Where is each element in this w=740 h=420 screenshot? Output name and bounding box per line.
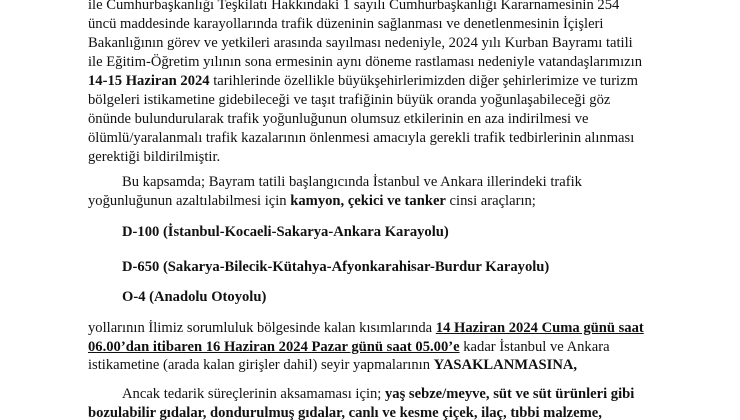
road-o4: O-4 (Anadolu Otoyolu): [122, 289, 267, 305]
p3-start-date: 14 Haziran 2024 Cuma günü saat: [435, 320, 644, 336]
p3-line-1: [88, 319, 644, 337]
p1-line-8: ölümlü/yaralanmalı trafik kazalarının önlenmesi amacıyla gerekli trafik tedbirlerinin alınması: [88, 130, 635, 146]
p1-dates: 14-15 Haziran 2024: [88, 73, 210, 89]
p1-line-3: Bakanlığının görev ve yetkileri arasında sayılması nedeniyle, 2024 yılı Kurban Bayramı tatili: [88, 35, 633, 51]
p3-end-date: 06.00’dan itibaren 16 Haziran 2024 Pazar günü saat 05.00’e: [88, 339, 460, 355]
p1-line-2: üncü maddesinde karayollarında trafik düzeninin sağlanması ve denetlenmesinin İçişleri: [88, 16, 604, 32]
p3-pre: yollarının İlimiz sorumluluk bölgesinde kalan kısımlarında: [88, 320, 436, 336]
p2-line-1: Bu kapsamda; Bayram tatili başlangıcında İstanbul ve Ankara illerindeki trafik: [122, 174, 582, 190]
p2-post: cinsi araçların;: [445, 193, 536, 209]
p3-ban: YASAKLANMASINA,: [433, 357, 578, 373]
p2-pre: yoğunluğunun azaltılabilmesi için: [88, 193, 291, 209]
p1-line-1: ile Cumhurbaşkanlığı Teşkilatı Hakkındaki 1 sayılı Cumhurbaşkanlığı Kararnamesinin 254: [88, 0, 620, 13]
p1-line-7: önünde bulundurularak trafik yoğunluğunun olumsuz etkilerinin en aza indirilmesi ve: [88, 111, 589, 127]
p4-line-1: [122, 385, 634, 403]
p1-dates-rest: tarihlerinde özellikle büyükşehirlerimizden diğer şehirlerimize ve turizm: [209, 73, 638, 89]
p2-vehicles: kamyon, çekici ve tanker: [290, 193, 446, 209]
p2-line-2: [88, 192, 536, 210]
p4-line-2: bozulabilir gıdalar, dondurulmuş gıdalar, canlı ve kesme çiçek, ilaç, tıbbi malzeme,: [88, 405, 602, 420]
p4-pre: Ancak tedarik süreçlerinin aksamaması için;: [122, 386, 385, 402]
p4-goods-1: yaş sebze/meyve, süt ve süt ürünleri gibi: [385, 386, 635, 402]
road-d650: D-650 (Sakarya-Bilecik-Kütahya-Afyonkarahisar-Burdur Karayolu): [122, 259, 550, 275]
p1-line-9: gerektiği bildirilmiştir.: [88, 149, 221, 165]
p1-line-6: bölgeleri istikametine gidebileceği ve taşıt trafiğinin büyük oranda yoğunlaşabileceği göz: [88, 92, 611, 108]
road-d100: D-100 (İstanbul-Kocaeli-Sakarya-Ankara Karayolu): [122, 224, 449, 240]
p1-line-4: ile Eğitim-Öğretim yılının sona ermesinin aynı döneme rastlaması nedeniyle vatandaşlarımızın: [88, 54, 643, 70]
p3-line-3: [88, 356, 577, 374]
p3-line3-pre: istikametine (arada kalan girişler dahil) seyir yapmalarının: [88, 357, 434, 373]
p1-line-5: [88, 72, 638, 90]
p3-line2-post: kadar İstanbul ve Ankara: [459, 339, 610, 355]
p3-line-2: [88, 338, 610, 356]
